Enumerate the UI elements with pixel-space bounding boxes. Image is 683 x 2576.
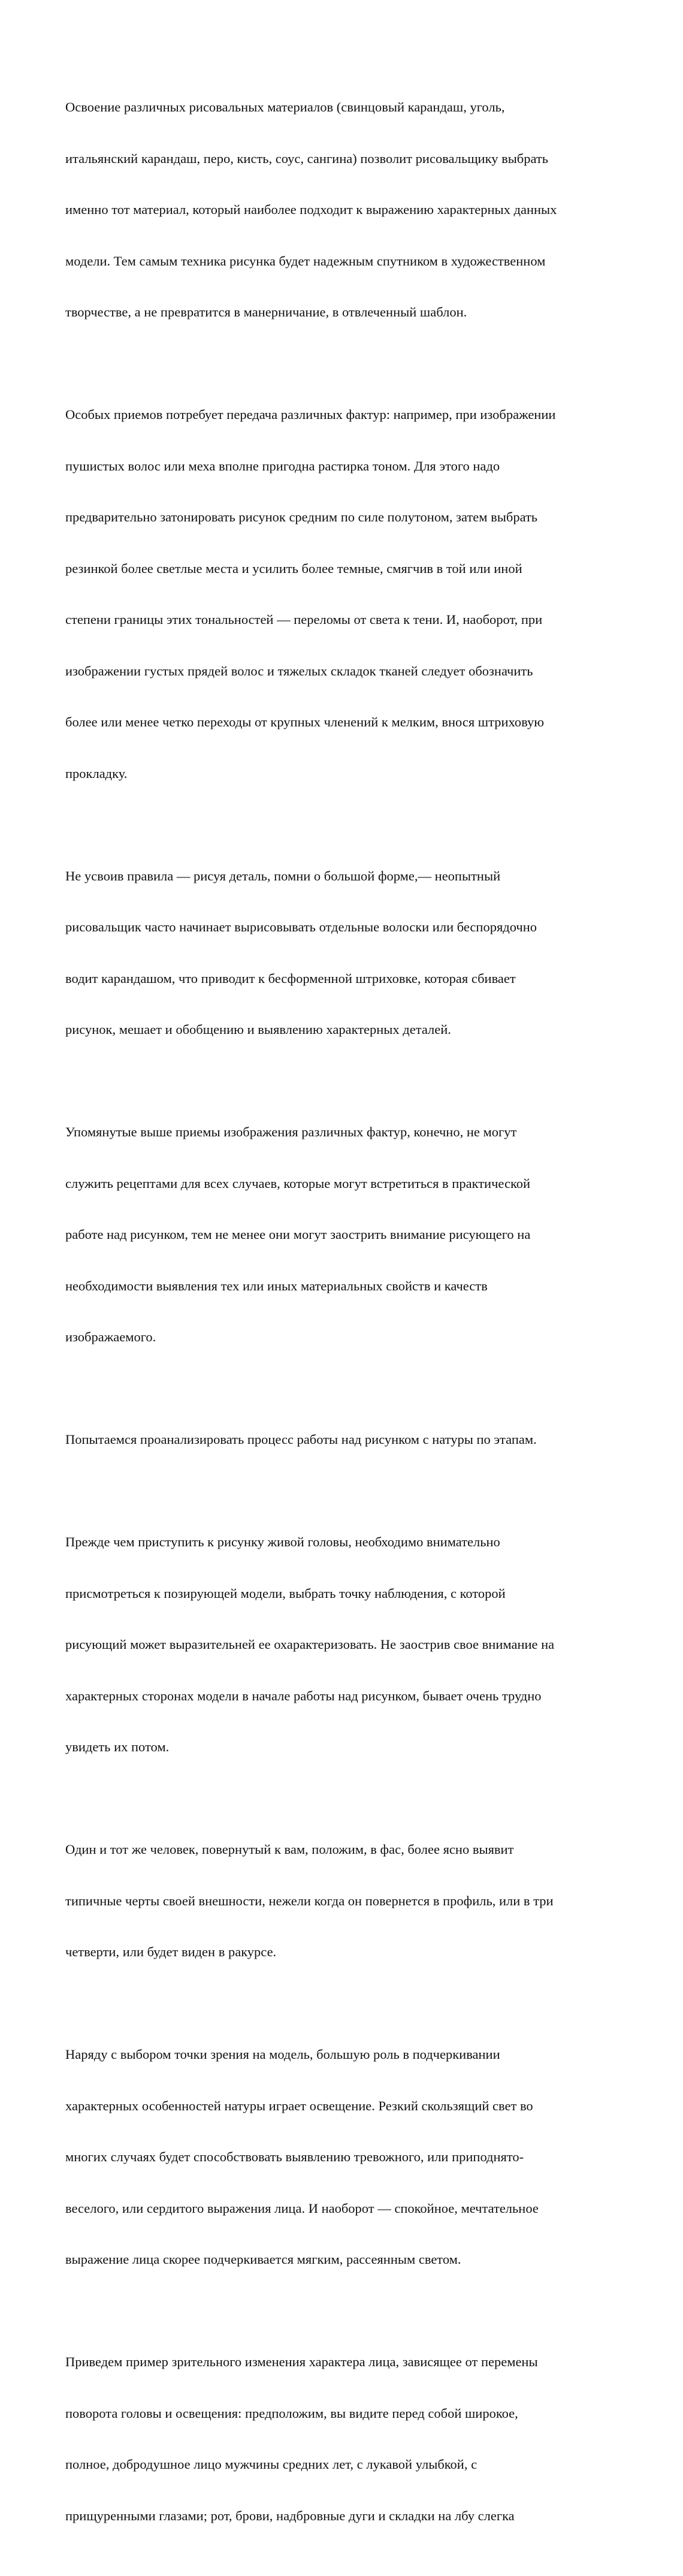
text-line: изображении густых прядей волос и тяжелых складок тканей следует обозначить <box>65 663 533 678</box>
text-line: прищуренными глазами; рот, брови, надбровные дуги и складки на лбу слегка <box>65 2508 515 2523</box>
text-line: Один и тот же человек, повернутый к вам, положим, в фас, более ясно выявит <box>65 1842 514 1857</box>
text-line: присмотреться к позирующей модели, выбрать точку наблюдения, с которой <box>65 1585 506 1601</box>
text-line: резинкой более светлые места и усилить более темные, смягчив в той или иной <box>65 560 522 576</box>
text-line: степени границы этих тональностей — переломы от света к тени. И, наоборот, при <box>65 612 543 627</box>
paragraph-6 <box>65 1500 628 1790</box>
document-body <box>65 65 628 2576</box>
text-line: предварительно затонировать рисунок средним по силе полутоном, затем выбрать <box>65 509 538 524</box>
text-line: модели. Тем самым техника рисунка будет надежным спутником в художественном <box>65 253 546 269</box>
text-line: необходимости выявления тех или иных материальных свойств и качеств <box>65 1278 488 1293</box>
text-line: характерных особенностей натуры играет освещение. Резкий скользящий свет во <box>65 2098 533 2113</box>
text-line: характерных сторонах модели в начале работы над рисунком, бывает очень трудно <box>65 1688 542 1703</box>
text-line: Наряду с выбором точки зрения на модель, большую роль в подчеркивании <box>65 2047 500 2062</box>
paragraph-1 <box>65 65 628 355</box>
text-line: именно тот материал, который наиболее подходит к выражению характерных данных <box>65 202 557 217</box>
text-line: полное, добродушное лицо мужчины средних лет, с лукавой улыбкой, с <box>65 2457 478 2472</box>
text-line: прокладку. <box>65 765 128 781</box>
text-line: Упомянутые выше приемы изображения различных фактур, конечно, не могут <box>65 1124 517 1139</box>
text-line: многих случаях будет способствовать выявлению тревожного, или приподнято- <box>65 2149 524 2164</box>
text-line: выражение лица скорее подчеркивается мягким, рассеянным светом. <box>65 2252 461 2267</box>
text-line: Приведем пример зрительного изменения характера лица, зависящее от перемены <box>65 2354 538 2369</box>
paragraph-7 <box>65 1807 628 1995</box>
text-line: водит карандашом, что приводит к бесформенной штриховке, которая сбивает <box>65 970 516 986</box>
text-line: изображаемого. <box>65 1329 156 1344</box>
text-line: работе над рисунком, тем не менее они могут заострить внимание рисующего на <box>65 1227 531 1242</box>
text-line: веселого, или сердитого выражения лица. И наоборот — спокойное, мечтательное <box>65 2200 539 2216</box>
paragraph-4 <box>65 1090 628 1380</box>
text-line: рисующий может выразительней ее охарактеризовать. Не заострив свое внимание на <box>65 1637 555 1652</box>
text-line: итальянский карандаш, перо, кисть, соус, сангина) позволит рисовальщику выбрать <box>65 150 549 166</box>
paragraph-2 <box>65 372 628 816</box>
text-line: типичные черты своей внешности, нежели когда он повернется в профиль, или в три <box>65 1893 554 1908</box>
text-line: четверти, или будет виден в ракурсе. <box>65 1944 277 1959</box>
text-line: Попытаемся проанализировать процесс работы над рисунком с натуры по этапам. <box>65 1432 537 1447</box>
text-line: поворота головы и освещения: предположим, вы видите перед собой широкое, <box>65 2405 518 2421</box>
text-line: Особых приемов потребует передача различных фактур: например, при изображении <box>65 407 556 422</box>
text-line: рисунок, мешает и обобщению и выявлению характерных деталей. <box>65 1022 451 1037</box>
paragraph-9 <box>65 2319 628 2559</box>
text-line: пушистых волос или меха вполне пригодна растирка тоном. Для этого надо <box>65 458 500 473</box>
text-line: Освоение различных рисовальных материалов (свинцовый карандаш, уголь, <box>65 99 505 114</box>
text-line: увидеть их потом. <box>65 1739 170 1754</box>
text-line: рисовальщик часто начинает вырисовывать отдельные волоски или беспорядочно <box>65 919 537 934</box>
paragraph-5 <box>65 1397 628 1483</box>
text-line: Прежде чем приступить к рисунку живой головы, необходимо внимательно <box>65 1534 500 1549</box>
text-line: Не усвоив правила — рисуя деталь, помни о большой форме,— неопытный <box>65 868 501 883</box>
text-line: творчестве, а не превратится в манерничание, в отвлеченный шаблон. <box>65 304 467 319</box>
paragraph-8 <box>65 2012 628 2303</box>
paragraph-3 <box>65 834 628 1073</box>
text-line: служить рецептами для всех случаев, которые могут встретиться в практической <box>65 1175 531 1191</box>
text-line: более или менее четко переходы от крупных членений к мелким, внося штриховую <box>65 714 545 729</box>
